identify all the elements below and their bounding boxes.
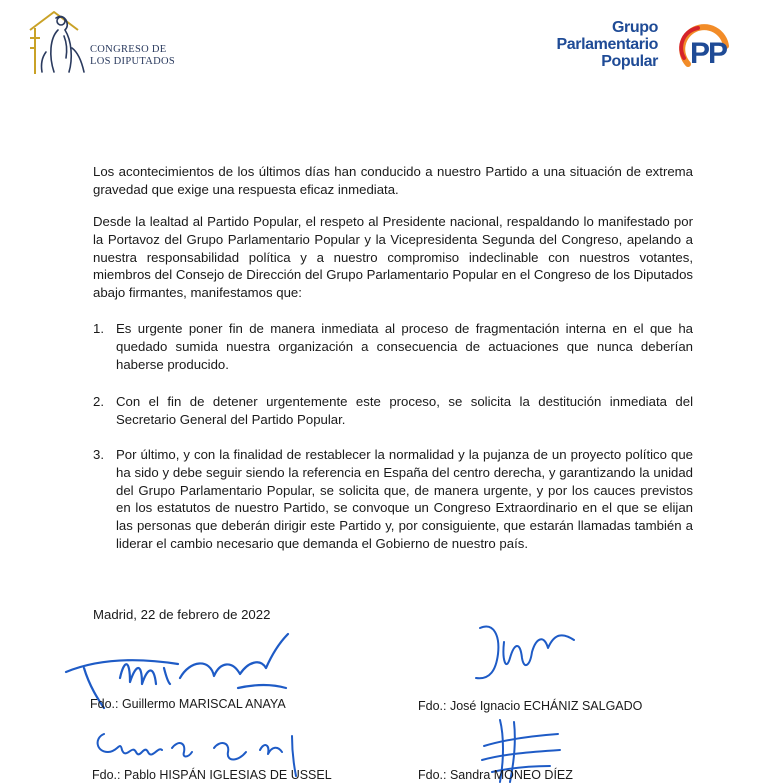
congreso-name-line1: CONGRESO DE (90, 44, 167, 55)
list-item-number: 2. (93, 394, 104, 409)
party-name-line1: Grupo (612, 19, 658, 36)
signatory-echaniz: Fdo.: José Ignacio ECHÁNIZ SALGADO (418, 699, 643, 713)
party-name (556, 19, 658, 70)
congreso-name-line2: LOS DIPUTADOS (90, 56, 176, 67)
pp-mark-icon (658, 18, 734, 70)
congreso-emblem-icon (26, 8, 92, 76)
list-item-number: 1. (93, 321, 104, 336)
pp-logo (540, 18, 740, 74)
signatory-mariscal: Fdo.: Guillermo MARISCAL ANAYA (90, 697, 286, 711)
signature-echaniz (470, 618, 580, 684)
intro-paragraph: Los acontecimientos de los últimos días han conducido a nuestro Partido a una situación de extrema gravedad que exige una respuesta eficaz inmediata. (93, 164, 693, 197)
signatory-hispan: Fdo.: Pablo HISPÁN IGLESIAS DE USSEL (92, 768, 332, 782)
list-item-text: Es urgente poner fin de manera inmediata al proceso de fragmentación interna en el que ha quedado sumida nuestra organización a consecuencia de actuaciones que nunca deberían haberse producido. (116, 321, 693, 372)
list-item-number: 3. (93, 447, 104, 462)
list-item-text: Por último, y con la finalidad de restablecer la normalidad y la pujanza de un proyecto político que ha sido y debe seguir siendo la referencia en España del centro derecha, y garantizando la unidad del Grupo Parlamentario Popular, se solicita que, de manera urgente, y por los cauces previstos en los estatutos de nuestro Partido, se convoque un Congreso Extraordinario en el que se elijan las personas que deberán dirigir este Partido y, por consiguiente, que estarán llamadas también a liderar el cambio necesario que demanda el Gobierno de nuestro país. (116, 447, 693, 551)
party-logo-mark: PP (690, 37, 727, 70)
party-name-line3: Popular (601, 53, 658, 70)
congreso-logo (26, 8, 196, 76)
list-item-text: Con el fin de detener urgentemente este proceso, se solicita la destitución inmediata del Secretario General del Partido Popular. (116, 394, 693, 427)
signatory-moneo: Fdo.: Sandra MONEO DÍEZ (418, 768, 573, 782)
party-name-line2: Parlamentario (556, 36, 658, 53)
place-date: Madrid, 22 de febrero de 2022 (93, 607, 271, 622)
statement-paragraph: Desde la lealtad al Partido Popular, el respeto al Presidente nacional, respaldando lo manifestado por la Portavoz del Grupo Parlamentario Popular y la Vicepresidenta Segunda del Congreso, apelando a nuestra responsabilidad política y a nuestro compromiso indeclinable con nuestros votantes, miembros del Consejo de Dirección del Grupo Parlamentario Popular en el Congreso de los Diputados abajo firmantes, manifestamos que: (93, 214, 693, 301)
congreso-name (90, 44, 175, 68)
